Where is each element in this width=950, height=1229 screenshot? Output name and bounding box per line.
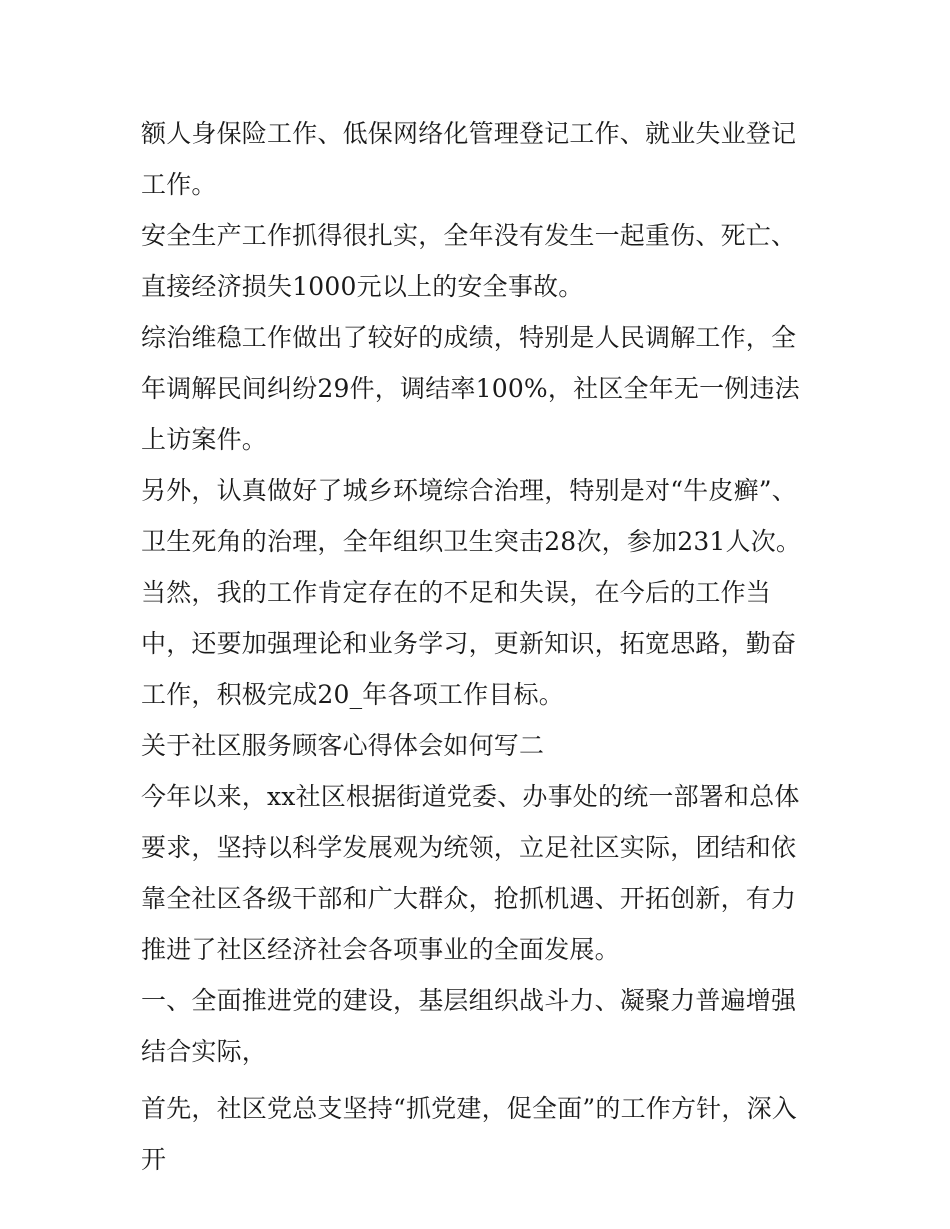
- paragraph-safety-production: 安全生产工作抓得很扎实，全年没有发生一起重伤、死亡、直接经济损失1000元以上的安全事故。: [141, 221, 797, 301]
- paragraph-first-party-branch: 首先，社区党总支坚持“抓党建，促全面”的工作方针，深入开: [141, 1094, 797, 1174]
- paragraph-party-building: 一、全面推进党的建设，基层组织战斗力、凝聚力普遍增强结合实际，: [141, 986, 797, 1066]
- paragraph-environment-governance: 另外，认真做好了城乡环境综合治理，特别是对“牛皮癣”、卫生死角的治理，全年组织卫生突击28次，参加231人次。: [141, 476, 802, 556]
- paragraph-community-overview: 今年以来，xx社区根据街道党委、办事处的统一部署和总体要求，坚持以科学发展观为统领，立足社区实际，团结和依靠全社区各级干部和广大群众，抢抓机遇、开拓创新，有力推进了社区经济社会各项事业的全面发展。: [141, 782, 800, 964]
- paragraph-stability-mediation: 综治维稳工作做出了较好的成绩，特别是人民调解工作，全年调解民间纠纷29件，调结率100%，社区全年无一例违法上访案件。: [141, 323, 800, 454]
- paragraph-shortcomings-goals: 当然，我的工作肯定存在的不足和失误，在今后的工作当中，还要加强理论和业务学习，更新知识，拓宽思路，勤奋工作，积极完成20_年各项工作目标。: [141, 578, 797, 709]
- section-heading: 关于社区服务顾客心得体会如何写二: [141, 731, 545, 760]
- paragraph-insurance-registration: 额人身保险工作、低保网络化管理登记工作、就业失业登记工作。: [141, 119, 797, 199]
- document-body: [141, 108, 821, 1185]
